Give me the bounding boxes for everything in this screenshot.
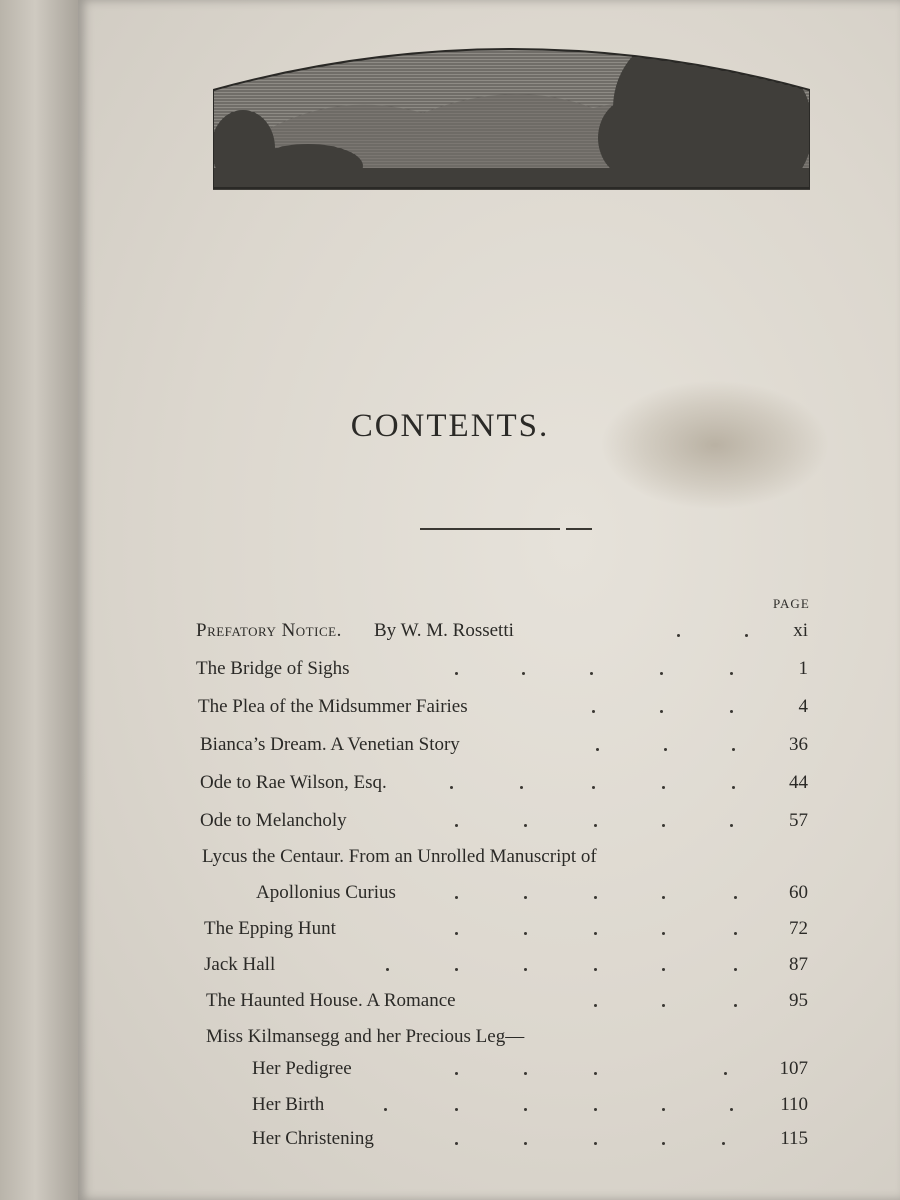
toc-entry	[0, 1094, 900, 1124]
leader-dot	[734, 1004, 737, 1007]
toc-entry-page: 110	[780, 1094, 808, 1115]
leader-dot	[524, 824, 527, 827]
toc-entry-page: 1	[798, 658, 808, 679]
leader-dot	[732, 786, 735, 789]
toc-entry	[0, 620, 900, 650]
toc-entry	[0, 1026, 900, 1056]
leader-dot	[734, 896, 737, 899]
leader-dot	[455, 932, 458, 935]
leader-dot	[596, 748, 599, 751]
heading-rule	[420, 528, 560, 530]
leader-dot	[522, 672, 525, 675]
leader-dot	[592, 710, 595, 713]
previous-page-edge	[0, 0, 78, 1200]
toc-entry-title: The Epping Hunt	[204, 918, 336, 939]
toc-entry-subtitle: By W. M. Rossetti	[374, 620, 514, 641]
toc-entry-page: 44	[789, 772, 808, 793]
leader-dot	[745, 634, 748, 637]
toc-entry-page: 60	[789, 882, 808, 903]
leader-dot	[524, 1072, 527, 1075]
leader-dot	[732, 748, 735, 751]
leader-dot	[724, 1072, 727, 1075]
toc-entry-title: The Haunted House. A Romance	[206, 990, 456, 1011]
leader-dot	[660, 672, 663, 675]
leader-dot	[450, 786, 453, 789]
leader-dot	[455, 968, 458, 971]
toc-entry	[0, 1128, 900, 1158]
toc-entry-page: 36	[789, 734, 808, 755]
toc-entry-title: Ode to Melancholy	[200, 810, 347, 831]
leader-dot	[662, 786, 665, 789]
page-heading: CONTENTS.	[350, 408, 550, 444]
leader-dot	[455, 1142, 458, 1145]
toc-entry-title: The Plea of the Midsummer Fairies	[198, 696, 468, 717]
engraved-landscape-vignette	[213, 18, 810, 190]
toc-entry-title: Bianca’s Dream. A Venetian Story	[200, 734, 460, 755]
leader-dot	[384, 1108, 387, 1111]
toc-entry-page: 87	[789, 954, 808, 975]
toc-entry	[0, 1058, 900, 1088]
toc-entry-title: Her Pedigree	[252, 1058, 352, 1079]
leader-dot	[722, 1142, 725, 1145]
toc-entry-page: 57	[789, 810, 808, 831]
leader-dot	[664, 748, 667, 751]
toc-entry	[0, 772, 900, 802]
leader-dot	[455, 1108, 458, 1111]
leader-dot	[662, 1108, 665, 1111]
toc-entry-title: Ode to Rae Wilson, Esq.	[200, 772, 387, 793]
toc-entry-page: 4	[798, 696, 808, 717]
leader-dot	[524, 896, 527, 899]
leader-dot	[590, 672, 593, 675]
leader-dot	[455, 672, 458, 675]
page-column-label: PAGE	[773, 596, 810, 611]
leader-dot	[594, 824, 597, 827]
toc-entry-title: Lycus the Centaur. From an Unrolled Manuscript of	[202, 846, 597, 867]
toc-entry-title: The Bridge of Sighs	[196, 658, 350, 679]
heading-rule-end	[566, 528, 592, 530]
leader-dot	[734, 932, 737, 935]
toc-entry-title: Apollonius Curius	[256, 882, 396, 903]
toc-entry-page: 72	[789, 918, 808, 939]
toc-entry	[0, 734, 900, 764]
leader-dot	[662, 824, 665, 827]
toc-entry	[0, 846, 900, 876]
leader-dot	[677, 634, 680, 637]
toc-entry-page: 115	[780, 1128, 808, 1149]
toc-entry	[0, 918, 900, 948]
toc-entry-page: 107	[779, 1058, 808, 1079]
toc-entry	[0, 990, 900, 1020]
leader-dot	[520, 786, 523, 789]
toc-entry-title: Her Christening	[252, 1128, 374, 1149]
toc-entry-title: Miss Kilmansegg and her Precious Leg—	[206, 1026, 525, 1047]
leader-dot	[730, 672, 733, 675]
leader-dot	[594, 932, 597, 935]
toc-entry-title: Jack Hall	[204, 954, 276, 975]
leader-dot	[662, 1004, 665, 1007]
leader-dot	[734, 968, 737, 971]
leader-dot	[594, 1004, 597, 1007]
leader-dot	[662, 896, 665, 899]
toc-entry-title: Prefatory Notice.	[196, 620, 342, 641]
toc-entry-page: 95	[789, 990, 808, 1011]
toc-entry	[0, 658, 900, 688]
leader-dot	[455, 896, 458, 899]
leader-dot	[524, 932, 527, 935]
leader-dot	[660, 710, 663, 713]
leader-dot	[662, 1142, 665, 1145]
toc-entry	[0, 696, 900, 726]
toc-entry-title: Her Birth	[252, 1094, 325, 1115]
leader-dot	[524, 1142, 527, 1145]
leader-dot	[455, 1072, 458, 1075]
leader-dot	[730, 824, 733, 827]
leader-dot	[386, 968, 389, 971]
leader-dot	[594, 1108, 597, 1111]
leader-dot	[592, 786, 595, 789]
leader-dot	[594, 968, 597, 971]
toc-entry	[0, 882, 900, 912]
toc-entry	[0, 810, 900, 840]
leader-dot	[730, 1108, 733, 1111]
toc-entry	[0, 954, 900, 984]
leader-dot	[594, 896, 597, 899]
leader-dot	[662, 932, 665, 935]
leader-dot	[524, 968, 527, 971]
toc-entry-page: xi	[793, 620, 808, 641]
leader-dot	[524, 1108, 527, 1111]
leader-dot	[594, 1072, 597, 1075]
leader-dot	[455, 824, 458, 827]
leader-dot	[730, 710, 733, 713]
leader-dot	[662, 968, 665, 971]
leader-dot	[594, 1142, 597, 1145]
